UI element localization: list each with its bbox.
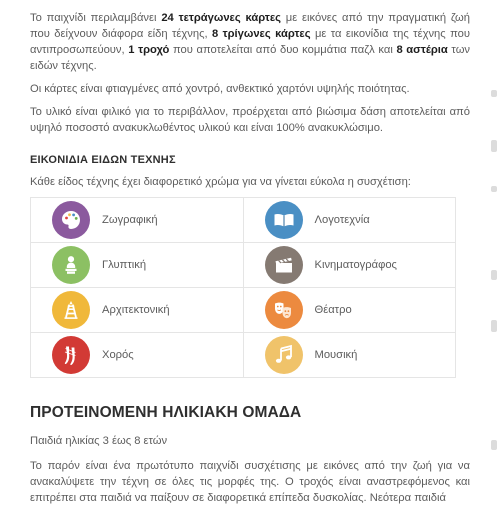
table-row [31, 333, 456, 378]
side-panel-edge [486, 0, 500, 500]
music-notes-icon [265, 336, 303, 374]
table-row [31, 288, 456, 333]
theatre-masks-icon [265, 291, 303, 329]
art-cell-sculpture [31, 243, 244, 288]
art-label: Κινηματογράφος [314, 259, 397, 271]
wheel-count: 1 τροχό [128, 44, 170, 56]
art-cell-literature [243, 198, 456, 243]
triangle-cards-count: 8 τρίγωνες κάρτες [212, 28, 311, 40]
art-cell-theatre [243, 288, 456, 333]
table-row [31, 198, 456, 243]
art-label: Γλυπτική [102, 259, 147, 271]
stars-count: 8 αστέρια [396, 44, 448, 56]
contents-paragraph: Το παιχνίδι περιλαμβάνει 24 τετράγωνες κάρτες με εικόνες από την πραγματική ζωή που δείχνουν διάφορα είδη τέχνης, 8 τρίγωνες κάρτες με τα εικονίδια της τέχνης που αντιπροσωπεύουν, 1 τροχό που αποτελείται από δυο κομμάτια παζλ και 8 αστέρια των ειδών τέχνης. [30, 12, 471, 72]
art-cell-cinema [243, 243, 456, 288]
ballet-shoes-icon [52, 336, 90, 374]
palette-icon [52, 201, 90, 239]
icons-section-subtitle: Κάθε είδος τέχνης έχει διαφορετικό χρώμα για να γίνεται εύκολα η συσχέτιση: [30, 176, 411, 188]
art-label: Μουσική [314, 349, 358, 361]
clapperboard-icon [265, 246, 303, 284]
product-description [30, 10, 470, 506]
art-cell-music [243, 333, 456, 378]
book-icon [265, 201, 303, 239]
art-label: Θέατρο [314, 304, 352, 316]
age-section-title: ΠΡΟΤΕΙΝΟΜΕΝΗ ΗΛΙΚΙΑΚΗ ΟΜΑΔΑ [30, 404, 302, 421]
architecture-icon [52, 291, 90, 329]
art-cell-dance [31, 333, 244, 378]
age-description: Το παρόν είναι ένα πρωτότυπο παιχνίδι συσχέτισης με εικόνες από την ζωή για να ανακαλύψετε την τέχνη σε όλες τις μορφές της. Ο τροχός είναι αναστρεφόμενος και επιτρέπει στα παιδιά να παίξουν σε διαφορετικά επίπεδα δυσκολίας. Νεότερα παιδιά [30, 460, 470, 504]
age-range: Παιδιά ηλικίας 3 έως 8 ετών [30, 435, 168, 447]
icons-section-title: ΕΙΚΟΝΙΔΙΑ ΕΙΔΩΝ ΤΕΧΝΗΣ [30, 154, 176, 166]
art-cell-painting [31, 198, 244, 243]
art-label: Χορός [102, 349, 134, 361]
square-cards-count: 24 τετράγωνες κάρτες [161, 12, 281, 24]
art-icons-table [30, 197, 456, 378]
material-paragraph: Οι κάρτες είναι φτιαγμένες από χοντρό, ανθεκτικό χαρτόνι υψηλής ποιότητας. [30, 83, 410, 95]
sculpture-icon [52, 246, 90, 284]
art-cell-architecture [31, 288, 244, 333]
art-label: Αρχιτεκτονική [102, 304, 170, 316]
eco-paragraph: Το υλικό είναι φιλικό για το περιβάλλον, προέρχεται από βιώσιμα δάση αποτελείται από υψηλό ποσοστό ανακυκλωθέντος υλικού και είναι 100% ανακυκλώσιμο. [30, 106, 470, 134]
art-label: Ζωγραφική [102, 214, 158, 226]
art-label: Λογοτεχνία [314, 214, 370, 226]
table-row [31, 243, 456, 288]
